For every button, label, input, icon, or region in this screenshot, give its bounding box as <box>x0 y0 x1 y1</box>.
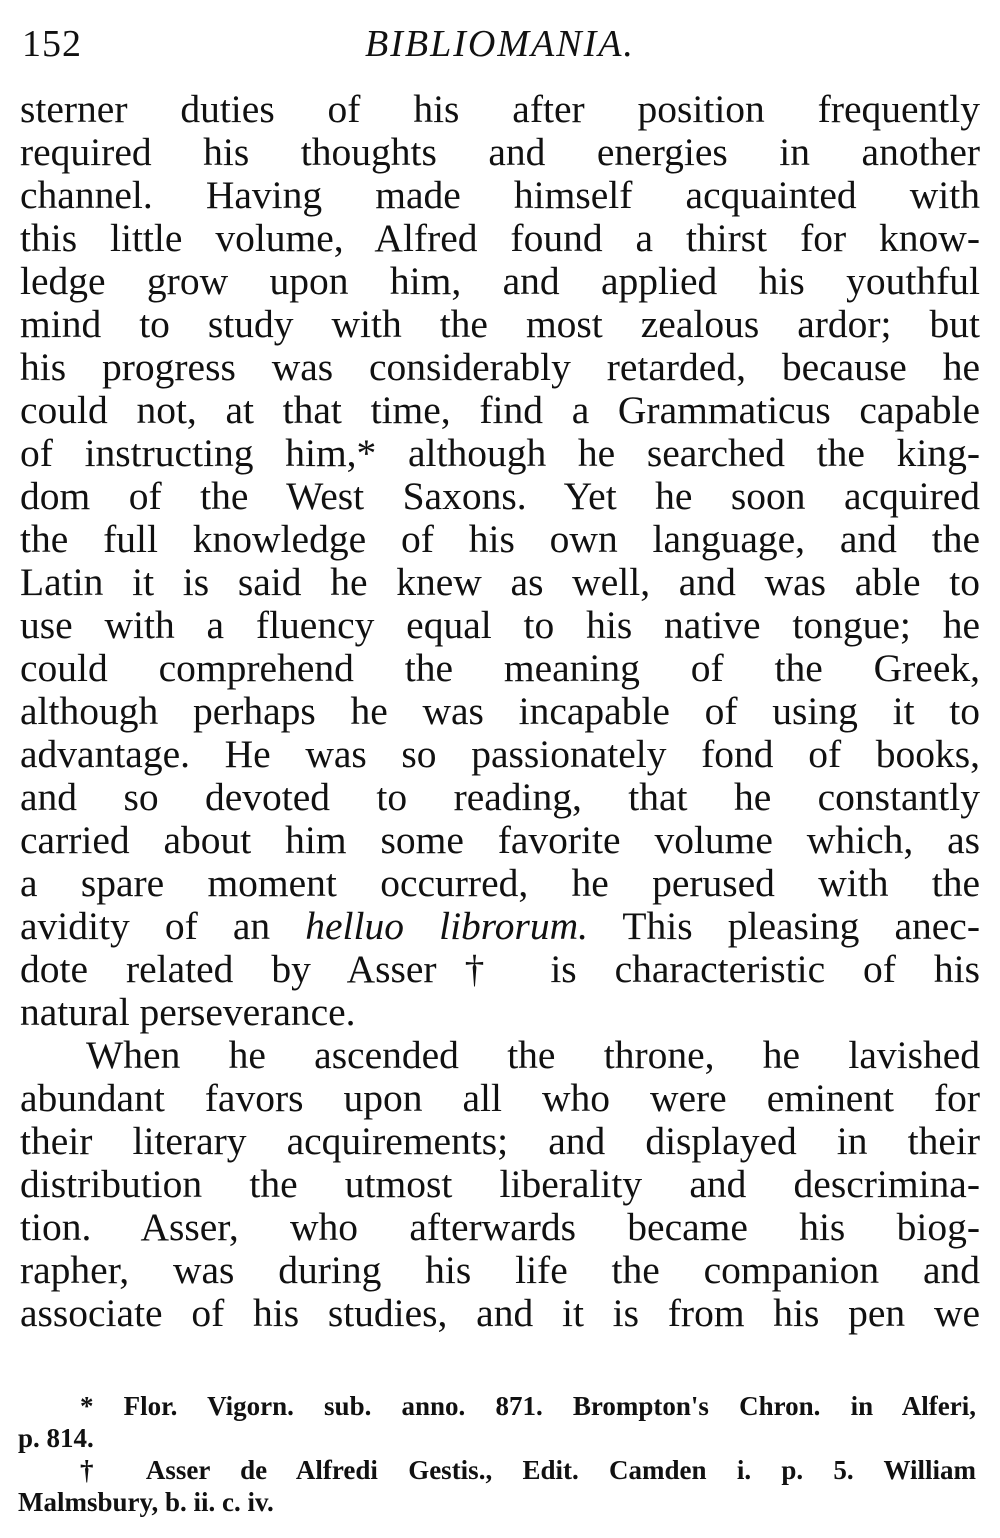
body-text <box>20 88 980 1335</box>
text-line: sterner duties of his after position frequently <box>20 88 980 131</box>
text-line: carried about him some favorite volume which, as <box>20 819 980 862</box>
text-line: Latin it is said he knew as well, and was able to <box>20 561 980 604</box>
text-line: use with a fluency equal to his native tongue; he <box>20 604 980 647</box>
text-line: of instructing him,* although he searched the king- <box>20 432 980 475</box>
latin-phrase: helluo librorum. <box>305 905 588 948</box>
text-line: rapher, was during his life the companion and <box>20 1249 980 1292</box>
paragraph-end-line: natural perseverance. <box>20 991 356 1034</box>
text-line: their literary acquirements; and displayed in their <box>20 1120 980 1163</box>
text-line: advantage. He was so passionately fond of books, <box>20 733 980 776</box>
text-line: the full knowledge of his own language, and the <box>20 518 980 561</box>
text-line: although perhaps he was incapable of using it to <box>20 690 980 733</box>
page-header <box>22 14 978 74</box>
text-line: this little volume, Alfred found a thirst for know- <box>20 217 980 260</box>
text-line: and so devoted to reading, that he constantly <box>20 776 980 819</box>
text-line: his progress was considerably retarded, because he <box>20 346 980 389</box>
text-line: could comprehend the meaning of the Greek, <box>20 647 980 690</box>
text-line: dom of the West Saxons. Yet he soon acquired <box>20 475 980 518</box>
page-number: 152 <box>22 23 82 65</box>
text-line: mind to study with the most zealous ardor; but <box>20 303 980 346</box>
text-line: dote related by Asser† is characteristic of his <box>20 948 980 991</box>
footnote-line: † Asser de Alfredi Gestis., Edit. Camden i. p. 5. William <box>80 1455 976 1485</box>
text-line: a spare moment occurred, he perused with the <box>20 862 980 905</box>
footnotes <box>18 1390 976 1518</box>
footnote-line: * Flor. Vigorn. sub. anno. 871. Brompton's Chron. in Alferi, <box>80 1391 976 1421</box>
text-line: distribution the utmost liberality and descrimina- <box>20 1163 980 1206</box>
text-line: associate of his studies, and it is from his pen we <box>20 1292 980 1335</box>
footnote-line: Malmsbury, b. ii. c. iv. <box>18 1487 274 1517</box>
text-line: abundant favors upon all who were eminent for <box>20 1077 980 1120</box>
text-line: ledge grow upon him, and applied his youthful <box>20 260 980 303</box>
text-line: tion. Asser, who afterwards became his biog- <box>20 1206 980 1249</box>
text-line: required his thoughts and energies in another <box>20 131 980 174</box>
text-line: avidity of an helluo librorum. This pleasing anec- <box>20 905 980 948</box>
footnote-line: p. 814. <box>18 1423 94 1453</box>
running-title: BIBLIOMANIA. <box>365 23 635 65</box>
text-line: could not, at that time, find a Grammaticus capable <box>20 389 980 432</box>
paragraph-start-line: When he ascended the throne, he lavished <box>86 1034 980 1077</box>
text-line: channel. Having made himself acquainted with <box>20 174 980 217</box>
